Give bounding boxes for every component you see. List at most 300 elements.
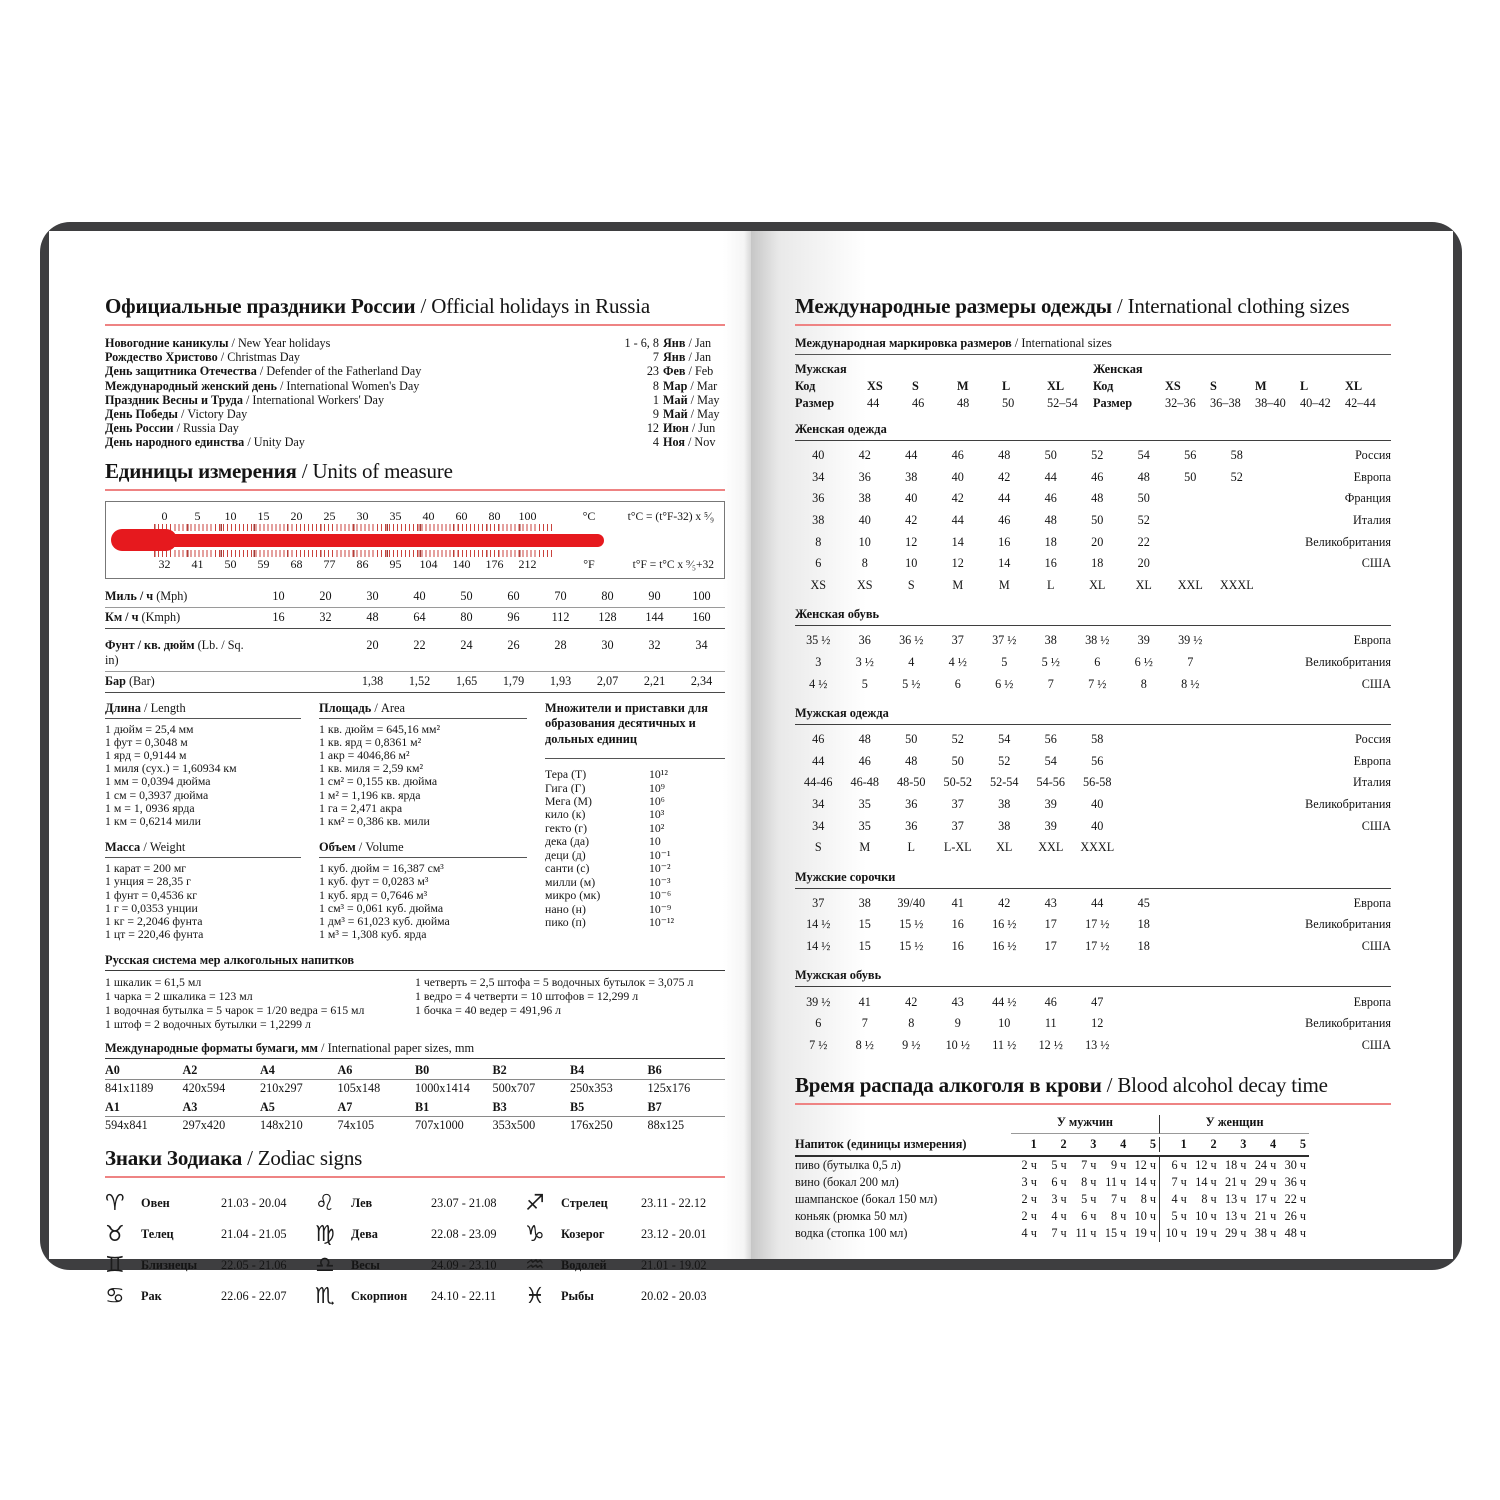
holiday-row xyxy=(105,421,725,435)
size-value: XXXL xyxy=(1219,577,1254,592)
hours-value: 5 ч xyxy=(1051,1158,1067,1173)
men-header: У мужчин xyxy=(1011,1115,1160,1134)
size-value: L xyxy=(1047,577,1055,592)
size-value: 36 xyxy=(858,469,871,484)
hours-value: 21 ч xyxy=(1254,1209,1277,1224)
size-value: 18 xyxy=(1044,534,1057,549)
size-value: 10 ½ xyxy=(945,1037,970,1052)
hours-value: 9 ч xyxy=(1110,1158,1127,1173)
size-value: 4 xyxy=(908,655,915,670)
psi-row: Фунт / кв. дюйм (Lb. / Sq. in) 20 22 24 26 28 30 32 34 xyxy=(105,636,725,672)
size-value: 9 xyxy=(954,1016,961,1031)
size-section xyxy=(795,607,1391,695)
hours-value: 5 ч xyxy=(1081,1192,1097,1207)
size-value: 44 ½ xyxy=(992,994,1017,1009)
hours-value: 5 ч xyxy=(1171,1209,1187,1224)
celsius-tick-label: 10 xyxy=(224,508,237,523)
psi-value: 30 xyxy=(601,637,614,652)
holiday-month: Янв / Jan xyxy=(663,350,712,365)
paper-size-cell: A3 297x420 xyxy=(183,1098,261,1135)
holiday-day: 1 - 6, 8 xyxy=(624,336,659,350)
psi-value: 26 xyxy=(507,637,520,652)
bar-value: 1,38 xyxy=(361,673,384,688)
mph-value: 80 xyxy=(601,588,614,603)
measure-item: 1 бочка = 40 ведер = 491,96 л xyxy=(415,1003,562,1018)
hours-value: 7 ч xyxy=(1051,1226,1067,1241)
size-section-title: Мужская одежда xyxy=(795,706,1391,725)
celsius-scale xyxy=(148,509,544,524)
size-section xyxy=(795,422,1391,596)
size-value: 54 xyxy=(1137,448,1150,463)
prefix-row: Гига (Г) 10⁹ xyxy=(545,780,665,795)
holiday-day: 12 xyxy=(646,421,659,436)
region-label: Италия xyxy=(1352,513,1391,528)
size-value: 54-56 xyxy=(1036,775,1065,790)
size-value: 40 xyxy=(812,448,825,463)
celsius-tick-label: 25 xyxy=(323,508,336,523)
right-page-content xyxy=(795,293,1391,1242)
size-value: 46 xyxy=(1044,994,1057,1009)
size-cell: 46 xyxy=(912,395,925,410)
size-value: 15 xyxy=(858,917,871,932)
size-value: 14 ½ xyxy=(806,917,831,932)
code-cell: L xyxy=(1002,379,1011,393)
diary-cover xyxy=(40,222,1462,1309)
size-table-row xyxy=(795,729,1391,751)
size-value: 18 xyxy=(1137,938,1150,953)
pressure-conversion-table xyxy=(105,636,725,693)
size-cell: 36–38 xyxy=(1210,395,1241,410)
holiday-month: Май / May xyxy=(663,392,720,407)
size-table-row xyxy=(795,488,1391,510)
conversion-item: 1 мм = 0,0394 дюйма xyxy=(105,774,211,789)
mph-value: 10 xyxy=(272,588,285,603)
measure-item: 1 шкалик = 61,5 мл xyxy=(105,975,202,990)
holiday-day: 7 xyxy=(652,350,659,365)
size-value: 34 xyxy=(812,797,825,812)
hours-value: 4 ч xyxy=(1021,1226,1037,1241)
blood-alcohol-title: Время распада алкоголя в крови / Blood alcohol decay time xyxy=(795,1072,1391,1105)
celsius-tick-label: 80 xyxy=(488,508,501,523)
size-value: 46 xyxy=(812,732,825,747)
size-section-title: Женская одежда xyxy=(795,422,1391,441)
psi-value: 32 xyxy=(648,637,661,652)
size-value: 56 xyxy=(1044,732,1057,747)
size-value: 40 xyxy=(951,469,964,484)
size-value: 11 xyxy=(1044,1016,1057,1031)
size-value: XL xyxy=(1135,577,1152,592)
size-cell: 50 xyxy=(1002,395,1015,410)
paper-size-cell: A2 420x594 xyxy=(183,1061,261,1098)
kmph-value: 80 xyxy=(460,609,473,624)
celsius-formula: t°C = (t°F-32) x ⁵⁄₉ xyxy=(627,510,714,523)
zodiac-dates: 21.03 - 20.04 xyxy=(221,1196,287,1211)
hours-value: 13 ч xyxy=(1225,1209,1247,1224)
holiday-day: 1 xyxy=(652,392,659,407)
kmph-value: 96 xyxy=(507,609,520,624)
mph-value: 20 xyxy=(319,588,332,603)
size-value: 5 xyxy=(1001,655,1008,670)
alcohol-measures-title: Русская система мер алкогольных напитков xyxy=(105,953,725,971)
count-header: 1 xyxy=(1180,1137,1187,1152)
kmph-value: 144 xyxy=(645,609,664,624)
zodiac-sign-icon: ♓ xyxy=(525,1283,545,1309)
size-table-row xyxy=(795,815,1391,837)
count-header: 4 xyxy=(1270,1137,1277,1152)
size-value: 38 ½ xyxy=(1085,633,1110,648)
paper-size-cell: A6 105x148 xyxy=(338,1061,416,1098)
zodiac-dates: 21.04 - 21.05 xyxy=(221,1227,287,1242)
zodiac-column xyxy=(525,1188,725,1312)
length-block: Длина / Length 1 дюйм = 25,4 мм 1 фут = 0,3048 м 1 ярд = 0,9144 м 1 миля (сух.) = 1,60934 км 1 мм = 0,0394 дюйма 1 см = 0,3937 дюйма 1 м = 1, 0936 ярда 1 км = 0,6214 мили xyxy=(105,701,301,829)
hours-value: 14 ч xyxy=(1195,1175,1217,1190)
size-value: 6 ½ xyxy=(995,676,1014,691)
size-cell: 44 xyxy=(867,395,880,410)
size-value: XS xyxy=(856,577,873,592)
women-header: У женщин xyxy=(1159,1115,1309,1134)
zodiac-sign-icon: ♍ xyxy=(315,1221,335,1247)
size-value: 40 xyxy=(905,491,918,506)
size-section xyxy=(795,968,1391,1056)
holidays-list xyxy=(105,336,725,450)
celsius-tick-label: 30 xyxy=(356,508,369,523)
size-value: 35 ½ xyxy=(806,633,831,648)
region-label: Франция xyxy=(1344,491,1391,506)
prefix-row: Мега (М) 10⁶ xyxy=(545,794,665,809)
weight-block: Масса / Weight 1 карат = 200 мг 1 унция = 28,35 г 1 фунт = 0,4536 кг 1 г = 0,0353 унции 1 кг = 2,2046 фунта 1 цт = 220,46 фунта xyxy=(105,840,301,941)
kmph-value: 48 xyxy=(366,609,379,624)
hours-value: 4 ч xyxy=(1171,1192,1187,1207)
code-cell: XL xyxy=(1345,379,1363,393)
hours-value: 3 ч xyxy=(1051,1192,1067,1207)
conversion-item: 1 дм³ = 61,023 куб. дюйма xyxy=(319,914,450,929)
hours-value: 8 ч xyxy=(1201,1192,1217,1207)
size-value: 16 xyxy=(951,938,964,953)
holiday-name: День России / Russia Day xyxy=(105,421,239,436)
prefixes-column xyxy=(545,701,725,954)
paper-size-cell: A1 594x841 xyxy=(105,1098,183,1135)
hours-value: 7 ч xyxy=(1110,1192,1127,1207)
size-value: 38 xyxy=(998,797,1011,812)
zodiac-sign-icon: ♉ xyxy=(105,1221,125,1247)
holiday-day: 8 xyxy=(652,378,659,393)
holiday-month: Мар / Mar xyxy=(663,378,718,393)
size-value: 4 ½ xyxy=(948,655,967,670)
drink-column-header: Напиток (единицы измерения) xyxy=(795,1137,967,1152)
size-value: 48-50 xyxy=(897,775,926,790)
size-value: 48 xyxy=(905,753,918,768)
zodiac-entry xyxy=(315,1250,515,1281)
zodiac-name: Телец xyxy=(141,1227,174,1242)
zodiac-sign-icon: ♒ xyxy=(525,1252,545,1278)
size-value: 50 xyxy=(1184,469,1197,484)
size-value: S xyxy=(814,840,822,855)
holiday-name: Праздник Весны и Труда / International Workers' Day xyxy=(105,392,385,407)
fahrenheit-tick-label: 86 xyxy=(356,556,369,571)
size-value: 8 xyxy=(908,1016,915,1031)
gender-header-row xyxy=(795,1115,1309,1134)
size-value: 50 xyxy=(1091,513,1104,528)
conversion-item: 1 дюйм = 25,4 мм xyxy=(105,721,194,736)
psi-value: 24 xyxy=(460,637,473,652)
hours-value: 29 ч xyxy=(1254,1175,1277,1190)
fahrenheit-tick-label: 212 xyxy=(518,556,537,571)
hours-value: 18 ч xyxy=(1225,1158,1247,1173)
size-value: 5 ½ xyxy=(902,676,921,691)
holiday-name: Международный женский день / International Women's Day xyxy=(105,378,420,393)
hours-value: 36 ч xyxy=(1284,1175,1306,1190)
size-marking-group xyxy=(1093,360,1391,411)
hours-value: 12 ч xyxy=(1134,1158,1157,1173)
size-value: 52-54 xyxy=(990,775,1019,790)
fahrenheit-tick-label: 104 xyxy=(419,556,438,571)
size-value: 36 ½ xyxy=(899,633,924,648)
size-value: 16 ½ xyxy=(992,938,1017,953)
size-value: 41 xyxy=(858,994,871,1009)
paper-size-cell: B2 500x707 xyxy=(493,1061,571,1098)
region-label: Европа xyxy=(1353,994,1391,1009)
zodiac-name: Близнецы xyxy=(141,1258,198,1273)
fahrenheit-tick-label: 41 xyxy=(191,556,204,571)
size-value: 44 xyxy=(905,448,918,463)
size-value: 46 xyxy=(1091,469,1104,484)
hours-value: 10 ч xyxy=(1165,1226,1187,1241)
size-value: 48 xyxy=(998,448,1011,463)
blood-alcohol-table xyxy=(795,1115,1309,1242)
size-value: 36 xyxy=(905,818,918,833)
holiday-month: Ноя / Nov xyxy=(663,435,716,450)
hours-value: 26 ч xyxy=(1284,1209,1306,1224)
size-table-row xyxy=(795,893,1391,915)
kmph-value: 64 xyxy=(413,609,426,624)
region-label: Великобритания xyxy=(1305,1016,1391,1031)
holiday-row xyxy=(105,364,725,378)
zodiac-sign-icon: ♎ xyxy=(315,1252,335,1278)
zodiac-entry xyxy=(525,1250,725,1281)
size-value: 48 xyxy=(858,732,871,747)
holiday-row xyxy=(105,336,725,350)
size-table-row xyxy=(795,914,1391,936)
holiday-name: День Победы / Victory Day xyxy=(105,407,248,422)
size-value: XS xyxy=(810,577,827,592)
size-value: 3 xyxy=(815,655,822,670)
size-value: 36 xyxy=(858,633,871,648)
size-value: 38 xyxy=(858,895,871,910)
conversion-item: 1 км = 0,6214 мили xyxy=(105,814,201,829)
right-page xyxy=(751,231,1453,1259)
size-value: 37 ½ xyxy=(992,633,1017,648)
conversion-item: 1 кг = 2,2046 фунта xyxy=(105,914,203,929)
kmph-row: Км / ч (Kmph) 16 32 48 64 80 96 112 128 144 160 xyxy=(105,608,725,629)
celsius-tick-label: 100 xyxy=(518,508,537,523)
size-value: 52 xyxy=(1091,448,1104,463)
size-value: 6 xyxy=(815,556,822,571)
left-page-content xyxy=(105,293,725,1312)
measure-item: 1 водочная бутылка = 5 чарок = 1/20 ведра = 615 мл xyxy=(105,1003,365,1018)
count-header: 3 xyxy=(1240,1137,1247,1152)
fahrenheit-tick-label: 68 xyxy=(290,556,303,571)
size-value: 48 xyxy=(1137,469,1150,484)
conversion-item: 1 куб. ярд = 0,7646 м³ xyxy=(319,887,428,902)
holiday-day: 4 xyxy=(652,435,659,450)
kmph-value: 128 xyxy=(598,609,617,624)
zodiac-dates: 23.12 - 20.01 xyxy=(641,1227,707,1242)
zodiac-name: Лев xyxy=(351,1196,373,1211)
paper-size-cell: A0 841x1189 xyxy=(105,1061,183,1098)
fahrenheit-ticks xyxy=(154,550,552,557)
zodiac-name: Весы xyxy=(351,1258,380,1273)
conversion-item: 1 кв. дюйм = 645,16 мм² xyxy=(319,721,441,736)
celsius-tick-label: 35 xyxy=(389,508,402,523)
size-value: 43 xyxy=(951,994,964,1009)
region-label: Россия xyxy=(1355,448,1391,463)
holiday-month: Янв / Jan xyxy=(663,336,712,350)
count-header: 4 xyxy=(1120,1137,1127,1152)
size-value: 8 xyxy=(861,556,868,571)
fahrenheit-unit: °F xyxy=(583,556,595,571)
zodiac-entry xyxy=(525,1219,725,1250)
drink-row xyxy=(795,1225,1309,1242)
code-cell: S xyxy=(912,379,919,393)
size-table-row xyxy=(795,751,1391,773)
region-label: Европа xyxy=(1353,633,1391,648)
size-value: 50 xyxy=(1044,448,1057,463)
fahrenheit-tick-label: 176 xyxy=(485,556,504,571)
prefixes-title: Множители и приставки для образования десятичных и дольных единиц xyxy=(545,700,708,746)
mph-value: 90 xyxy=(648,588,661,603)
region-label: Великобритания xyxy=(1305,917,1391,932)
kmph-value: 112 xyxy=(551,609,570,624)
code-cell: M xyxy=(957,379,969,393)
size-value: 39 xyxy=(1044,818,1057,833)
fahrenheit-tick-label: 59 xyxy=(257,556,270,571)
size-value: 39 xyxy=(1044,797,1057,812)
zodiac-sign-icon: ♋ xyxy=(105,1283,125,1309)
size-value: 45 xyxy=(1137,895,1150,910)
conversion-item: 1 см² = 0,155 кв. дюйма xyxy=(319,774,438,789)
size-section xyxy=(795,870,1391,958)
conversion-item: 1 карат = 200 мг xyxy=(105,861,187,876)
holiday-row xyxy=(105,407,725,421)
paper-size-cell: B7 88x125 xyxy=(648,1098,726,1135)
paper-size-cell: A4 210x297 xyxy=(260,1061,338,1098)
size-value: 58 xyxy=(1091,732,1104,747)
kmph-value: 16 xyxy=(272,609,285,624)
prefix-row: милли (м) 10⁻³ xyxy=(545,874,671,889)
conversion-item: 1 куб. фут = 0,0283 м³ xyxy=(319,874,429,889)
size-value: 8 ½ xyxy=(855,1037,874,1052)
size-value: 44 xyxy=(998,491,1011,506)
size-value: 52 xyxy=(1137,513,1150,528)
size-value: 14 xyxy=(951,534,964,549)
conversion-item: 1 ярд = 0,9144 м xyxy=(105,748,187,763)
paper-size-cell: B6 125x176 xyxy=(648,1061,726,1098)
size-value: 44 xyxy=(1044,469,1057,484)
size-value: 12 xyxy=(905,534,918,549)
size-table-row xyxy=(795,673,1391,695)
size-value: 6 xyxy=(1094,655,1101,670)
size-value: L-XL xyxy=(943,840,972,855)
conversion-item: 1 миля (сух.) = 1,60934 км xyxy=(105,761,237,776)
size-value: 4 ½ xyxy=(809,676,828,691)
zodiac-name: Стрелец xyxy=(561,1196,608,1211)
size-value: 6 xyxy=(954,676,961,691)
zodiac-entry xyxy=(105,1281,305,1312)
size-value: 38 xyxy=(858,491,871,506)
size-section-title: Мужские сорочки xyxy=(795,870,1391,889)
zodiac-entry xyxy=(525,1188,725,1219)
size-table-row xyxy=(795,445,1391,467)
region-label: США xyxy=(1361,818,1391,833)
zodiac-title: Знаки Зодиака / Zodiac signs xyxy=(105,1145,725,1178)
hours-value: 7 ч xyxy=(1171,1175,1187,1190)
size-value: 35 xyxy=(858,797,871,812)
size-table-row xyxy=(795,936,1391,958)
size-value: 52 xyxy=(951,732,964,747)
fahrenheit-tick-label: 77 xyxy=(323,556,336,571)
psi-value: 22 xyxy=(413,637,426,652)
size-value: 16 xyxy=(1044,556,1057,571)
bar-value: 1,52 xyxy=(408,673,431,688)
hours-value: 7 ч xyxy=(1081,1158,1097,1173)
thermometer-icon xyxy=(112,534,604,547)
size-value: 39/40 xyxy=(897,895,926,910)
size-value: 5 xyxy=(861,676,868,691)
size-table-row xyxy=(795,837,1391,859)
bar-value: 1,65 xyxy=(455,673,478,688)
hours-value: 11 ч xyxy=(1075,1226,1097,1241)
paper-size-cell: B1 707x1000 xyxy=(415,1098,493,1135)
size-value: 15 ½ xyxy=(899,917,924,932)
bar-value: 2,21 xyxy=(643,673,666,688)
mph-value: 30 xyxy=(366,588,379,603)
holiday-row xyxy=(105,435,725,449)
size-value: 38 xyxy=(812,513,825,528)
left-page xyxy=(49,231,751,1309)
size-value: M xyxy=(952,577,964,592)
celsius-unit: °C xyxy=(582,508,596,523)
size-value: 42 xyxy=(858,448,871,463)
size-table-row xyxy=(795,467,1391,489)
size-value: 10 xyxy=(905,556,918,571)
zodiac-name: Козерог xyxy=(561,1227,605,1242)
count-header: 3 xyxy=(1090,1137,1097,1152)
prefix-row: дека (да) 10 xyxy=(545,834,661,849)
drink-row xyxy=(795,1157,1309,1174)
hours-value: 19 ч xyxy=(1195,1226,1217,1241)
conversion-item: 1 г = 0,0353 унции xyxy=(105,900,198,915)
hours-value: 8 ч xyxy=(1081,1175,1097,1190)
prefix-row: гекто (г) 10² xyxy=(545,820,665,835)
size-value: 6 ½ xyxy=(1134,655,1153,670)
holiday-row xyxy=(105,393,725,407)
fahrenheit-tick-label: 32 xyxy=(158,556,171,571)
size-table-row xyxy=(795,630,1391,652)
holiday-month: Фев / Feb xyxy=(663,364,714,379)
size-value: 13 ½ xyxy=(1085,1037,1110,1052)
speed-conversion-table xyxy=(105,587,725,629)
hours-value: 29 ч xyxy=(1225,1226,1247,1241)
hours-value: 24 ч xyxy=(1254,1158,1277,1173)
open-pages xyxy=(49,231,1453,1309)
size-value: 42 xyxy=(998,469,1011,484)
conversion-item: 1 фут = 0,3048 м xyxy=(105,734,188,749)
zodiac-dates: 23.07 - 21.08 xyxy=(431,1196,497,1211)
conversion-item: 1 кв. миля = 2,59 км² xyxy=(319,761,424,776)
bar-value: 1,79 xyxy=(502,673,525,688)
size-section-title: Мужская обувь xyxy=(795,968,1391,987)
drink-label: пиво (бутылка 0,5 л) xyxy=(795,1158,901,1173)
